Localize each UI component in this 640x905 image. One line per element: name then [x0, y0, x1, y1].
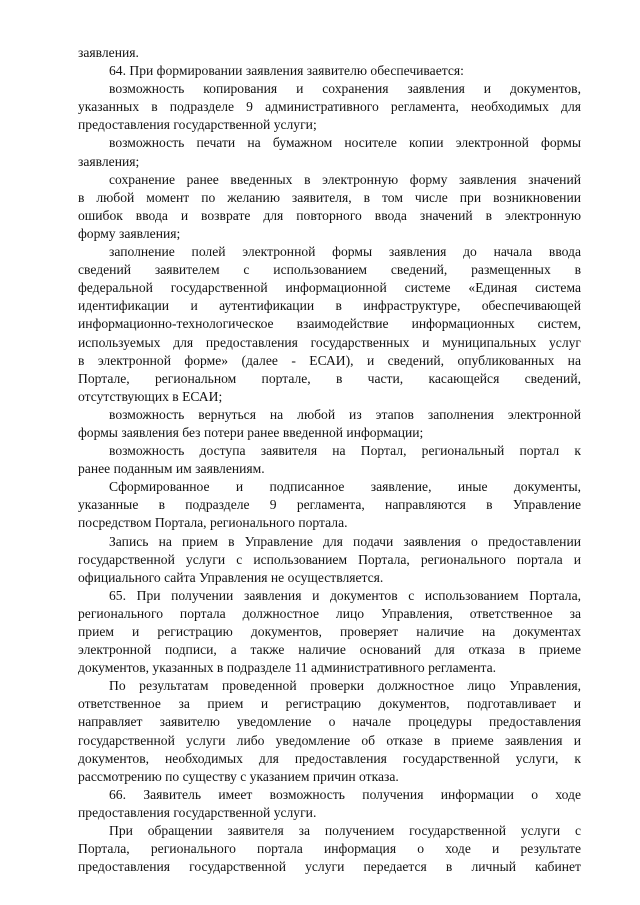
- text-line: 66. Заявитель имеет возможность получения информации о ходе: [109, 786, 581, 802]
- text-line: отсутствующих в ЕСАИ;: [78, 388, 223, 404]
- text-line: Сформированное и подписанное заявление, иные документы,: [109, 479, 581, 495]
- text-line: в электронной форме» (далее - ЕСАИ), и сведений, опубликованных на: [78, 352, 581, 368]
- text-line: возможность доступа заявителя на Портал, региональный портал к: [109, 443, 581, 459]
- text-line: форму заявления;: [78, 225, 181, 241]
- text-line: возможность печати на бумажном носителе копии электронной формы: [109, 135, 581, 151]
- text-line: федеральной государственной информационной системе «Единая система: [78, 280, 581, 296]
- text-line: регионального портала должностное лицо Управления, ответственное за: [78, 605, 581, 621]
- text-line: предоставления государственной услуги;: [78, 117, 317, 133]
- text-line: государственной услуги с использованием Портала, регионального портала и: [78, 551, 581, 567]
- text-line: возможность копирования и сохранения заявления и документов,: [109, 81, 581, 97]
- text-line: Запись на прием в Управление для подачи заявления о предоставлении: [109, 533, 581, 549]
- text-line: ранее поданным им заявлениям.: [78, 461, 265, 477]
- text-line: предоставления государственной услуги передается в личный кабинет: [78, 859, 581, 875]
- text-line: посредством Портала, регионального портала.: [78, 515, 348, 531]
- text-line: Портале, региональном портале, в части, касающейся сведений,: [78, 370, 581, 386]
- text-line: При обращении заявителя за получением государственной услуги с: [109, 823, 581, 839]
- text-line: указанных в подразделе 9 административного регламента, необходимых для: [78, 99, 581, 115]
- text-line: в любой момент по желанию заявителя, в том числе при возникновении: [78, 189, 581, 205]
- text-line: указанные в подразделе 9 регламента, направляются в Управление: [78, 497, 581, 513]
- text-line: заполнение полей электронной формы заявления до начала ввода: [109, 244, 581, 260]
- text-line: заявления;: [78, 153, 140, 169]
- text-line: документов, указанных в подразделе 11 административного регламента.: [78, 660, 497, 676]
- text-line: возможность вернуться на любой из этапов заполнения электронной: [109, 406, 581, 422]
- text-line: используемых для предоставления государственных и муниципальных услуг: [78, 334, 581, 350]
- text-line: формы заявления без потери ранее введенной информации;: [78, 424, 424, 440]
- text-line: прием и регистрацию документов, проверяет наличие на документах: [78, 624, 581, 639]
- text-line: документов, необходимых для предоставления государственной услуги, к: [78, 750, 581, 766]
- text-line: заявления.: [78, 45, 139, 60]
- text-line: По результатам проведенной проверки должностное лицо Управления,: [109, 678, 581, 694]
- text-line: информационно-технологическое взаимодействие информационных систем,: [78, 316, 581, 332]
- text-line: сведений заявителем с использованием сведений, размещенных в: [78, 262, 581, 278]
- document-page: [78, 44, 581, 876]
- text-line: рассмотрению по существу с указанием причин отказа.: [78, 768, 399, 784]
- text-line: официального сайта Управления не осуществляется.: [78, 569, 384, 585]
- text-line: предоставления государственной услуги.: [78, 804, 317, 820]
- text-line: идентификации и аутентификации в инфраструктуре, обеспечивающей: [78, 298, 581, 314]
- text-line: государственной услуги либо уведомление об отказе в приеме заявления и: [78, 732, 581, 748]
- text-line: ошибок ввода и возврате для повторного ввода значений в электронную: [78, 207, 581, 223]
- text-line: 64. При формировании заявления заявителю обеспечивается:: [109, 63, 464, 79]
- text-line: Портала, регионального портала информация о ходе и результате: [78, 841, 581, 857]
- text-line: 65. При получении заявления и документов с использованием Портала,: [109, 587, 581, 603]
- text-line: направляет заявителю уведомление о начале процедуры предоставления: [78, 714, 581, 730]
- text-line: сохранение ранее введенных в электронную форму заявления значений: [109, 171, 581, 187]
- text-line: электронной подписи, а также наличие оснований для отказа в приеме: [78, 642, 581, 658]
- text-line: ответственное за прием и регистрацию документов, подготавливает и: [78, 696, 581, 712]
